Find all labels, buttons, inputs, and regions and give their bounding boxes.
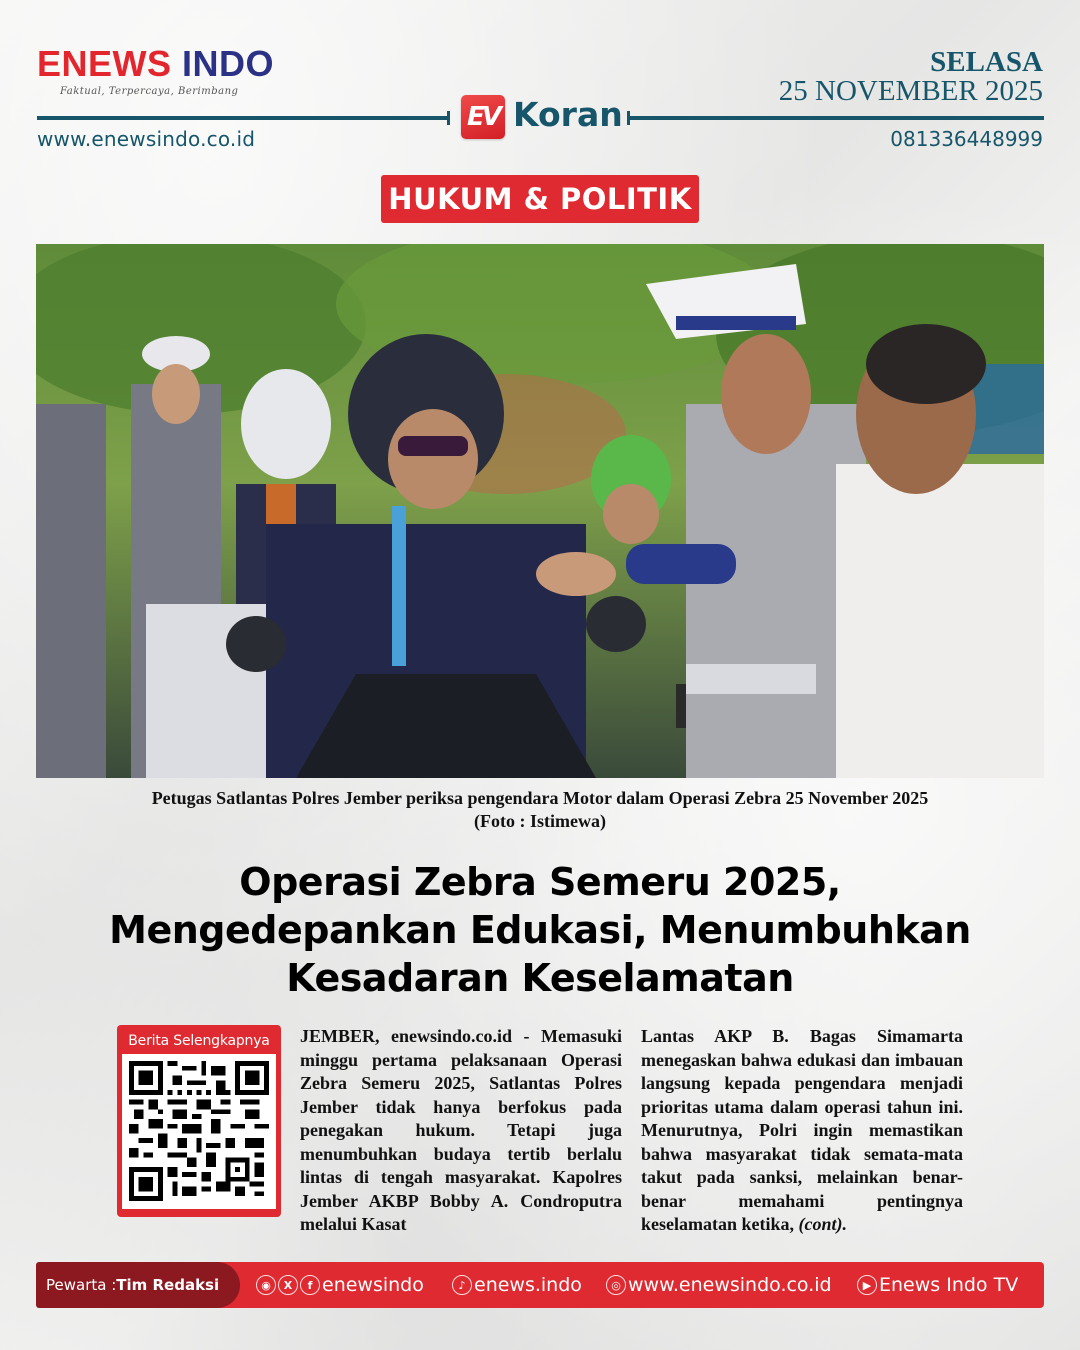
brand-name-blue: INDO: [182, 43, 275, 84]
photo-credit: (Foto : Istimewa): [474, 811, 606, 831]
article-column-2-text: Lantas AKP B. Bagas Simamarta menegaskan bahwa edukasi dan imbauan langsung kepada pengendara menjadi prioritas utama dalam operasi tahun ini. Menurutnya, Polri ingin memastikan bahwa masyarakat tidak semata-mata takut pada sanksi, melainkan benar-benar memahami pentingnya keselamatan ketika,: [641, 1026, 963, 1234]
issue-date: 25 NOVEMBER 2025: [778, 75, 1043, 107]
header-divider-left: [37, 116, 447, 120]
footer-website[interactable]: www.enewsindo.co.id: [628, 1274, 832, 1296]
reporter-credit: [36, 1262, 240, 1308]
reporter-name: Tim Redaksi: [116, 1276, 220, 1294]
tiktok-link[interactable]: [452, 1262, 582, 1308]
youtube-link[interactable]: [857, 1262, 1018, 1308]
qr-label: Berita Selengkapnya: [128, 1033, 270, 1049]
headline-line-2: Mengedepankan Edukasi, Menumbuhkan: [109, 908, 971, 952]
article-headline: [30, 858, 1050, 1002]
x-icon[interactable]: X: [278, 1275, 298, 1295]
article-column-2: [641, 1025, 963, 1237]
brand-logo: [37, 43, 275, 84]
photo-illustration: [36, 244, 1044, 778]
read-more-qr-card[interactable]: [117, 1025, 281, 1217]
tiktok-icon: ♪: [452, 1275, 472, 1295]
issue-day: SELASA: [930, 46, 1043, 78]
header-divider-right: [630, 116, 1044, 120]
continued-marker: (cont).: [798, 1214, 847, 1234]
category-badge: HUKUM & POLITIK: [381, 175, 699, 223]
caption-text: Petugas Satlantas Polres Jember periksa pengendara Motor dalam Operasi Zebra 25 November 2025: [151, 788, 929, 808]
edition-label: Koran: [513, 95, 623, 134]
instagram-icon[interactable]: ◉: [256, 1275, 276, 1295]
divider-cap-left: [447, 111, 450, 125]
youtube-channel[interactable]: Enews Indo TV: [879, 1274, 1019, 1296]
facebook-icon[interactable]: f: [300, 1275, 320, 1295]
social-handle[interactable]: enewsindo: [322, 1274, 424, 1296]
header-website-link[interactable]: www.enewsindo.co.id: [37, 127, 256, 151]
reporter-label: Pewarta :: [46, 1276, 117, 1294]
headline-line-3: Kesadaran Keselamatan: [286, 956, 794, 1000]
brand-tagline: Faktual, Terpercaya, Berimbang: [60, 86, 239, 97]
youtube-icon: ▶: [857, 1275, 877, 1295]
headline-line-1: Operasi Zebra Semeru 2025,: [239, 860, 841, 904]
ev-logo-icon: EV: [461, 95, 505, 139]
qr-code-icon: [129, 1061, 269, 1201]
photo-caption: [40, 787, 1040, 833]
brand-name-red: ENEWS: [37, 43, 172, 84]
article-column-1: JEMBER, enewsindo.co.id - Memasuki minggu pertama pelaksanaan Operasi Zebra Semeru 2025, Satlantas Polres Jember tidak hanya berfokus pada penegakan hukum. Tetapi juga menumbuhkan budaya tertib berlalu lintas di tengah masyarakat. Kapolres Jember AKBP Bobby A. Condroputra melalui Kasat: [300, 1026, 622, 1234]
globe-icon: ◎: [606, 1275, 626, 1295]
footer-website-link[interactable]: [606, 1262, 832, 1308]
social-handle-group[interactable]: [256, 1262, 424, 1308]
qr-code[interactable]: [122, 1054, 276, 1209]
article-photo: [36, 244, 1044, 778]
tiktok-handle[interactable]: enews.indo: [474, 1274, 582, 1296]
contact-phone: 081336448999: [890, 127, 1043, 151]
